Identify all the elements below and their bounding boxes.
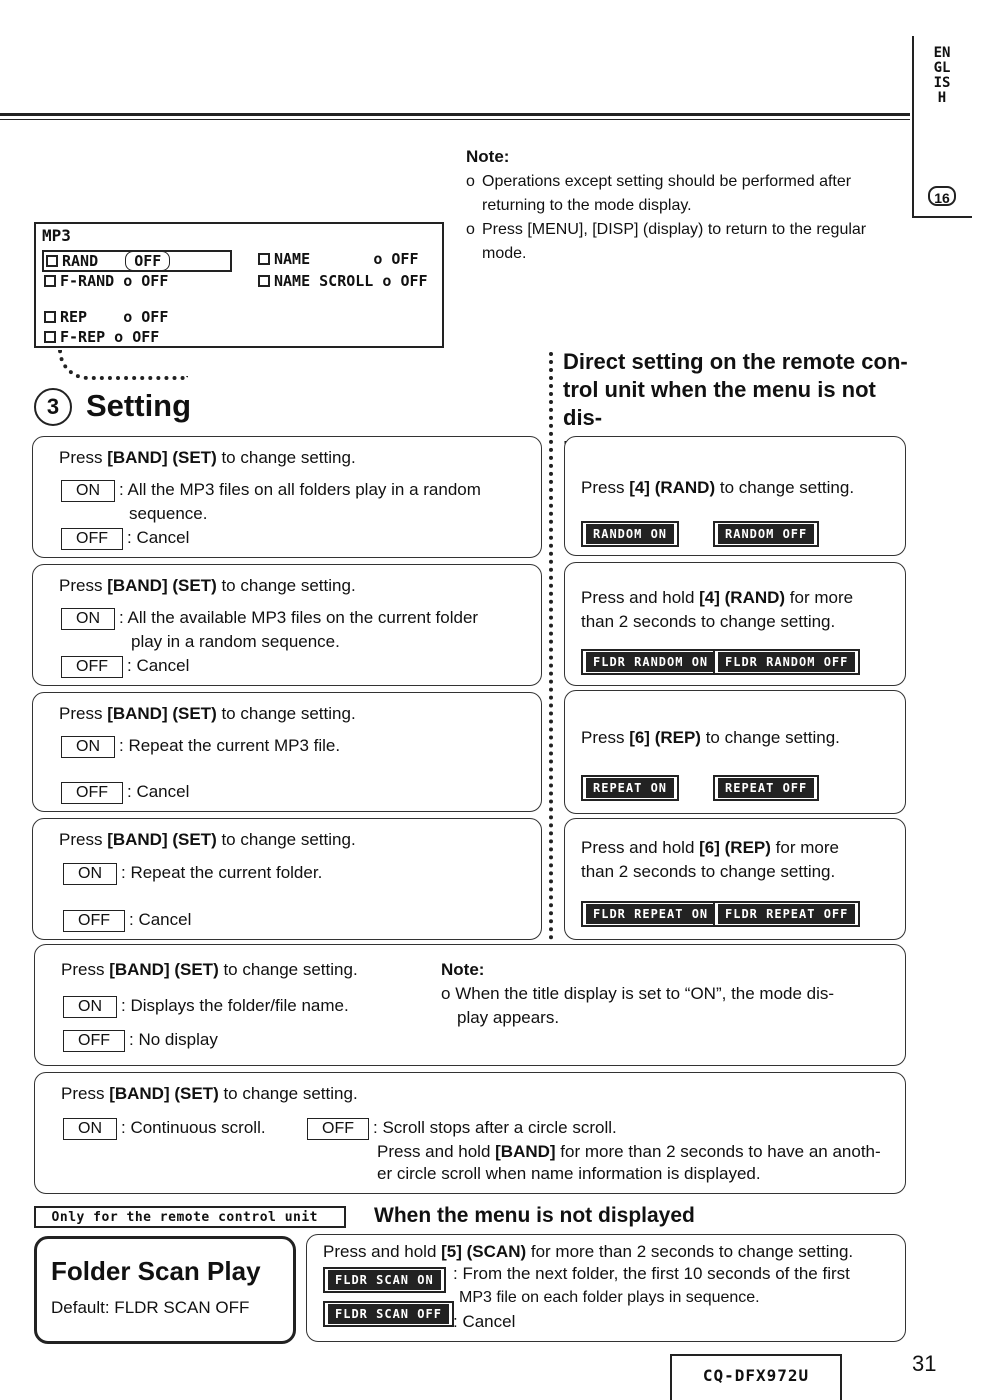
side-tab [912,36,972,218]
on-description: : All the available MP3 files on the current folder [119,608,479,627]
name-note-line2: play appears. [457,1008,560,1027]
off-button-label: OFF [61,782,123,804]
on-button-label: ON [61,480,115,502]
on-row [63,995,349,1018]
instruction-post: to change setting. [218,1084,358,1103]
lcd-fldr-random-on [581,649,720,675]
on-row [61,735,340,758]
on-button-label: ON [63,863,117,885]
on-description: : Displays the folder/file name. [121,996,349,1015]
footer-page-number: 31 [912,1351,937,1376]
key-scan: [5] (SCAN) [441,1242,527,1261]
lcd-text: RANDOM OFF [718,524,814,544]
instruction-pre: Press [59,448,108,467]
mp3-row-label: NAME SCROLL [274,272,374,290]
lcd-text: REPEAT ON [586,778,674,798]
instruction-pre: Press [61,1084,110,1103]
setting-box-scroll [34,1072,906,1194]
direct-setting-heading-line: trol unit when the menu is not dis- [563,377,876,430]
off-button-label: OFF [307,1118,369,1140]
instruction-post: for more [785,588,854,607]
folder-scan-title: Folder Scan Play [51,1256,261,1286]
name-note-title: Note: [441,960,485,979]
off-description: : No display [129,1030,218,1049]
lcd-fldr-random-off [713,649,860,675]
footer-model: CQ-DFX972U [702,1366,810,1385]
note-top-item-1: o Operations except setting should be performed after returning to the mode display. [466,173,852,214]
lcd-text: FLDR REPEAT ON [586,904,715,924]
off-button-label: OFF [63,910,125,932]
mp3-panel-title-text: MP3 [42,226,71,245]
instruction-post: for more than 2 seconds to change setting. [526,1242,854,1261]
checkbox-icon [44,275,56,287]
on-button-label: ON [63,996,117,1018]
key-label: [6] (REP) [699,838,771,857]
direct-instruction-cont: than 2 seconds to change setting. [581,612,836,631]
lcd-text: REPEAT OFF [718,778,814,798]
instruction [61,959,358,981]
direct-instruction [581,587,853,609]
section-number-icon [34,388,72,426]
instruction-post: to change setting. [218,960,358,979]
on-row [61,607,478,630]
name-note-text: When the title display is set to “ON”, the mode dis- [455,984,835,1003]
lcd-repeat-on [581,775,679,801]
mp3-row-rep: REP o OFF [44,308,168,326]
folder-scan-instruction [323,1241,853,1263]
lcd-fldr-scan-off [323,1301,454,1327]
on-row-cont: play in a random sequence. [131,632,340,651]
checkbox-icon [46,255,58,267]
checkbox-icon [258,275,270,287]
mp3-row-label: F-REP [60,328,106,346]
direct-setting-heading-line: Direct setting on the remote con- [563,349,908,374]
on-button-label: ON [61,608,115,630]
instruction-pre: Press and hold [581,838,700,857]
off-row [61,527,189,550]
off-row [63,909,191,932]
mp3-panel-title [42,226,71,245]
direct-box-folder-random [564,562,906,686]
section-title: Setting [86,388,192,423]
off-description: : Cancel [127,528,190,547]
off-row [307,1117,617,1140]
mp3-menu-panel [34,222,444,348]
on-row [63,1117,266,1140]
instruction [61,1083,358,1105]
column-divider [549,352,553,940]
lcd-random-off [713,521,819,547]
instruction-pre: Press [581,478,630,497]
off-cont-post: for more than 2 seconds to have an anoth- [555,1142,881,1161]
instruction-post: to change setting. [715,478,855,497]
direct-instruction [581,837,839,859]
instruction-post: to change setting. [216,704,356,723]
direct-instruction [581,727,840,749]
scan-off-text: : Cancel [453,1312,516,1331]
direct-instruction [581,477,854,499]
off-description: : Scroll stops after a circle scroll. [373,1118,617,1137]
key-band-set: [BAND] (SET) [107,704,217,723]
mp3-row-value: OFF [125,251,170,271]
mp3-row-value: OFF [400,272,428,290]
lcd-repeat-off [713,775,819,801]
instruction-pre: Press [59,576,108,595]
lcd-text: FLDR SCAN OFF [328,1304,449,1324]
on-description: : Repeat the current folder. [121,863,323,882]
mp3-row-label: RAND [62,252,99,270]
on-row [63,862,322,885]
instruction-pre: Press and hold [581,588,700,607]
off-button-label: OFF [63,1030,125,1052]
checkbox-icon [44,311,56,323]
mp3-row-value: OFF [141,308,169,326]
setting-box-name [34,944,906,1066]
lcd-fldr-repeat-off [713,901,860,927]
note-top [466,146,906,266]
on-description: : Repeat the current MP3 file. [119,736,341,755]
mp3-row-f-rep: F-REP o OFF [44,328,159,346]
on-row [61,479,481,502]
lcd-text: FLDR RANDOM ON [586,652,715,672]
direct-instruction-cont: than 2 seconds to change setting. [581,862,836,881]
lcd-random-on [581,521,679,547]
dotted-connector [58,350,188,380]
folder-scan-title-box [34,1236,296,1344]
instruction [59,575,356,597]
off-row-cont2: er circle scroll when name information is displayed. [377,1164,761,1183]
setting-box-repeat [32,692,542,812]
off-button-label: OFF [61,656,123,678]
direct-box-folder-repeat [564,818,906,940]
note-top-item-2-text: Press [MENU], [DISP] (display) to return to the regular mode. [482,221,867,262]
key-label: [4] (RAND) [699,588,786,607]
direct-box-repeat [564,690,906,814]
lcd-fldr-scan-on [323,1267,446,1293]
lcd-text: RANDOM ON [586,524,674,544]
checkbox-icon [258,253,270,265]
note-top-item-1-text: Operations except setting should be performed after returning to the mode display. [482,173,852,214]
folder-scan-default: Default: FLDR SCAN OFF [51,1298,250,1317]
off-row [63,1029,218,1052]
note-top-item-2: o Press [MENU], [DISP] (display) to return to the regular mode. [466,221,867,262]
mp3-row-name: NAME o OFF [258,250,419,268]
on-description: : Continuous scroll. [121,1118,266,1137]
key-label: [6] (REP) [629,728,701,747]
mp3-row-label: REP [60,308,88,326]
folder-scan-box [306,1234,906,1342]
mp3-row-value: OFF [141,272,169,290]
mp3-row-label: F-RAND [60,272,115,290]
mp3-row-rand [42,250,232,272]
remote-only-label [34,1206,346,1228]
mp3-row-value: OFF [391,250,419,268]
key-band-set: [BAND] (SET) [107,830,217,849]
off-row [61,655,189,678]
side-tab-language: ENGLISH [933,45,951,106]
instruction-pre: Press [59,830,108,849]
lcd-fldr-repeat-on [581,901,720,927]
key-band-set: [BAND] (SET) [107,576,217,595]
remote-only-text: Only for the remote control unit [51,1210,318,1225]
instruction-post: to change setting. [216,576,356,595]
top-rule-thin [0,119,910,120]
setting-box-folder-random [32,564,542,686]
lcd-text: FLDR REPEAT OFF [718,904,855,924]
off-row [61,781,189,804]
key-band: [BAND] [495,1142,556,1161]
mp3-row-name-scroll: NAME SCROLL o OFF [258,272,428,290]
scan-on-text-cont: MP3 file on each folder plays in sequence. [459,1289,760,1306]
off-description: : Cancel [127,656,190,675]
footer-model-box [670,1354,842,1400]
on-button-label: ON [61,736,115,758]
instruction-post: to change setting. [216,830,356,849]
off-cont-pre: Press and hold [377,1142,496,1161]
instruction-post: to change setting. [216,448,356,467]
direct-box-random [564,436,906,556]
note-top-title: Note: [466,147,510,166]
off-description: : Cancel [127,782,190,801]
on-description: : All the MP3 files on all folders play in a random [119,480,481,499]
off-button-label: OFF [61,528,123,550]
instruction-pre: Press [61,960,110,979]
key-band-set: [BAND] (SET) [109,1084,219,1103]
instruction-pre: Press and hold [323,1242,442,1261]
key-band-set: [BAND] (SET) [109,960,219,979]
remote-heading: When the menu is not displayed [374,1204,695,1227]
instruction-post: to change setting. [700,728,840,747]
instruction [59,829,356,851]
lcd-text: FLDR RANDOM OFF [718,652,855,672]
on-row-cont: sequence. [129,504,208,523]
key-label: [4] (RAND) [629,478,716,497]
on-button-label: ON [63,1118,117,1140]
instruction-pre: Press [581,728,630,747]
lcd-text: FLDR SCAN ON [328,1270,441,1290]
top-rule [0,113,910,116]
side-tab-page-badge: 16 [928,186,956,206]
mp3-row-value: OFF [132,328,160,346]
off-description: : Cancel [129,910,192,929]
instruction [59,447,356,469]
instruction-post: for more [770,838,839,857]
name-note-line1: o When the title display is set to “ON”, the mode dis- [441,984,835,1003]
checkbox-icon [44,331,56,343]
setting-box-folder-repeat [32,818,542,940]
setting-box-random [32,436,542,558]
mp3-row-label: NAME [274,250,311,268]
scan-on-text: : From the next folder, the first 10 seconds of the first [453,1264,850,1283]
mp3-row-f-rand: F-RAND o OFF [44,272,168,290]
section-number: 3 [46,394,60,419]
instruction-pre: Press [59,704,108,723]
instruction [59,703,356,725]
off-row-cont [377,1141,881,1163]
key-band-set: [BAND] (SET) [107,448,217,467]
